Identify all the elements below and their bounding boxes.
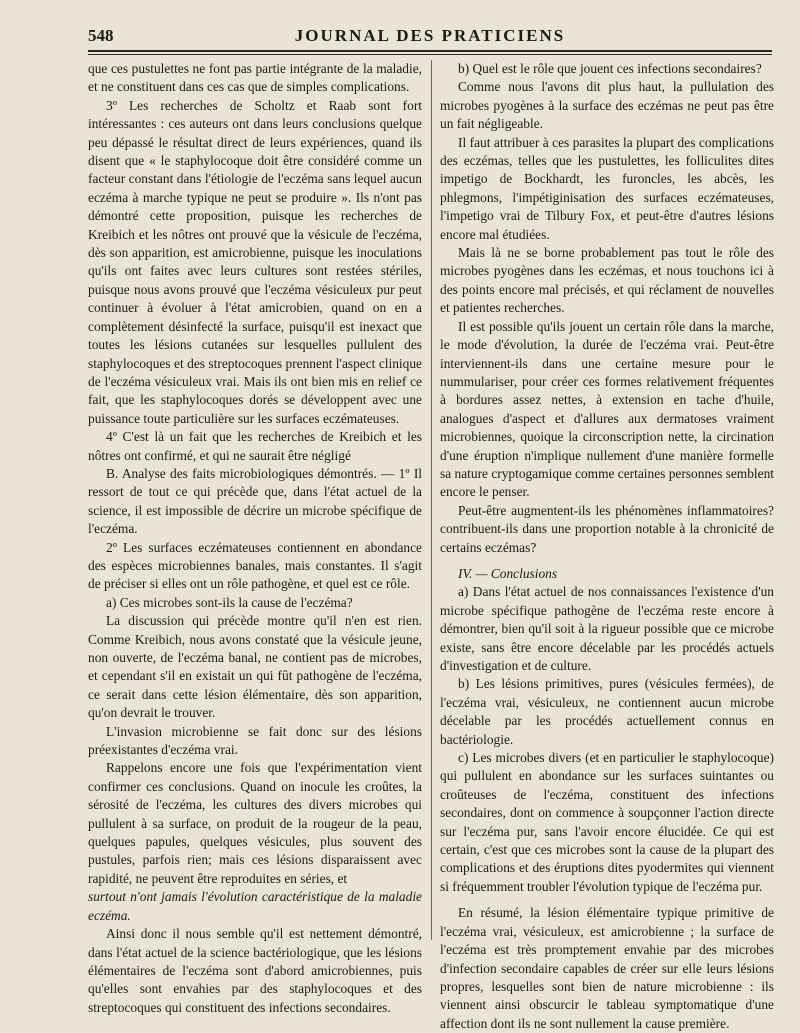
- header-rule: [88, 50, 772, 55]
- left-column: [88, 60, 422, 1017]
- paragraph: Il est possible qu'ils jouent un certain rôle dans la marche, le mode d'évolution, la durée de l'eczéma vrai. Peut-être interviennent-ils dans une certaine mesure pour le nummulariser, pour créer ces formes relativement fréquentes à bordures assez nettes, à extension en tache d'huile, analogues d'aspect et d'allures aux dermatoses vraiment microbiennes, quoique la circonscription nette, la circination d'une éruption n'implique nullement d'une manière formelle sa nature cryptogamique comme certaines personnes semblent encore le penser.: [440, 318, 774, 500]
- conclusion-b: b) Les lésions primitives, pures (vésicules fermées), de l'eczéma vrai, vésiculeux, ne contiennent aucun microbe décelable par les procédés actuellement connus en bactériologie.: [440, 676, 774, 747]
- column-divider: [431, 60, 432, 940]
- italic-passage: surtout n'ont jamais l'évolution caractéristique de la maladie eczéma.: [88, 889, 422, 923]
- section-heading-b: B. Analyse des faits microbiologiques démontrés. — 1º Il ressort de tout ce qui précède que, dans l'état actuel de la science, il est impossible de décrire un microbe spécifique de l'eczéma.: [88, 465, 422, 537]
- paragraph: Peut-être augmentent-ils les phénomènes inflammatoires? contribuent-ils dans une proportion notable à la chronicité de certains eczémas?: [440, 502, 774, 555]
- question-b: b) Quel est le rôle que jouent ces infections secondaires?: [458, 61, 762, 76]
- paragraph: 3º Les recherches de Scholtz et Raab sont fort intéressantes : ces auteurs ont dans leurs conclusions quelque peu dépassé le résultat direct de leurs expériences, quand ils disent que « le staphylocoque doit être considéré comme un facteur constant dans l'étiologie de l'eczéma sans lequel aucun eczéma à marche typique ne peut se produire ». Ils n'ont pas démontré cette proposition, puisque les recherches de Kreibich et les nôtres ont prouvé que la vésicule de l'eczéma, dès son apparition, est amicrobienne, puisque les inoculations qu'ils ont faites avec leurs cultures sont restées stériles, puisque nous avons prouvé que l'eczéma vésiculeux pur peut continuer à évoluer à l'état amicrobien, quand on en a complètement désinfecté la surface, puisqu'il est inexact que toutes les lésions cutanées sur lesquelles pullulent des staphylocoques et des streptocoques prennent l'aspect clinique de l'eczéma vésiculeux vrai. Mais ils ont bien mis en relief ce fait, que les staphylocoques dorés se développent avec une puissance toute particulière sur les surfaces eczémateuses.: [88, 97, 422, 426]
- paragraph: Rappelons encore une fois que l'expérimentation vient confirmer ces conclusions. Quand on inocule les croûtes, la sérosité de l'eczéma, les cultures des divers microbes qui pullulent à sa surface, on produit de la rougeur de la peau, quelques papules, quelques vésicules, plus souvent des pustules, parfois rien; mais ces lésions disparaissent avec rapidité, ne peuvent être reproduites en séries, et: [88, 760, 422, 886]
- summary-paragraph: En résumé, la lésion élémentaire typique primitive de l'eczéma vrai, vésiculeux, est amicrobienne ; la surface de l'eczéma est très promptement envahie par des microbes d'infection secondaire capables de créer sur elle leurs lésions propres, lesquelles sont bien de nature microbienne : ils viennent ainsi obscurcir le tableau symptomatique d'une affection dont ils ne sont nullement la cause première.: [440, 905, 774, 1031]
- paragraph: Comme nous l'avons dit plus haut, la pullulation des microbes pyogènes à la surface des eczémas ne peut pas être un fait négligeable.: [440, 79, 774, 132]
- paragraph: 2º Les surfaces eczémateuses contiennent en abondance des espèces microbiennes banales, mais constantes. Il s'agit de préciser si elles ont un rôle pathogène, et quel est ce rôle.: [88, 539, 422, 592]
- page-header: [88, 22, 772, 48]
- right-column: [440, 60, 774, 1033]
- conclusion-a: a) Dans l'état actuel de nos connaissances l'existence d'un microbe spécifique pathogène de l'eczéma reste encore à démontrer, bien qu'il soit à la rigueur possible que ce microbe existe, sans être encore décelable par les procédés actuels d'investigation et de culture.: [440, 584, 774, 673]
- paragraph: 4º C'est là un fait que les recherches de Kreibich et les nôtres ont confirmé, et qui ne saurait être négligé: [88, 429, 422, 463]
- paragraph: L'invasion microbienne se fait donc sur des lésions préexistantes d'eczéma vrai.: [88, 723, 422, 758]
- question-a: a) Ces microbes sont-ils la cause de l'eczéma?: [106, 594, 353, 610]
- paragraph: que ces pustulettes ne font pas partie intégrante de la maladie, et ne constituent dans ces cas que de simples complications.: [88, 61, 422, 95]
- section-heading-conclusions: IV. — Conclusions: [458, 565, 558, 581]
- running-title: JOURNAL DES PRATICIENS: [294, 26, 566, 45]
- conclusion-c: c) Les microbes divers (et en particulier le staphylocoque) qui pullulent en abondance sur les surfaces suintantes ou croûteuses de l'eczéma, constituent des infections secondaires, dont on commence à soupçonner l'action directe sur l'eczéma pur, sans l'avoir encore élucidée. Ce qui est certain, c'est que ces microbes sont la cause de la plupart des complications et des éruptions dites pyodermites qui viennent si fréquemment troubler l'évolution typique de l'eczéma pur.: [440, 750, 774, 894]
- paragraph: La discussion qui précède montre qu'il n'en est rien. Comme Kreibich, nous avons constaté que la vésicule jeune, non ouverte, de l'eczéma banal, ne contient pas de microbes, et cependant s'il en existait un qui fût pathogène de l'eczéma, ce serait dans cette lésion élémentaire, dès son apparition, qu'on devrait le trouver.: [88, 613, 422, 721]
- paragraph: Ainsi donc il nous semble qu'il est nettement démontré, dans l'état actuel de la science bactériologique, que les lésions élémentaires de l'eczéma sont d'abord amicrobiennes, puis qu'elles sont envahies par des staphylocoques et des streptocoques qui constituent des infections secondaires.: [88, 926, 422, 1015]
- paragraph: Mais là ne se borne probablement pas tout le rôle des microbes pyogènes dans les eczémas, et nous touchons ici à des points encore mal précisés, et qui réclament de nouvelles et patientes recherches.: [440, 245, 774, 316]
- page-number: 548: [88, 26, 114, 45]
- paragraph: Il faut attribuer à ces parasites la plupart des complications des eczémas, telles que les pustulettes, les folliculites dites impetigo de Bockhardt, les furoncles, les abcès, les phlegmons, l'impétiginisation des surfaces eczémateuses, l'impetigo vrai de Tilbury Fox, et peut-être d'autres lésions encore mal étudiées.: [440, 134, 774, 242]
